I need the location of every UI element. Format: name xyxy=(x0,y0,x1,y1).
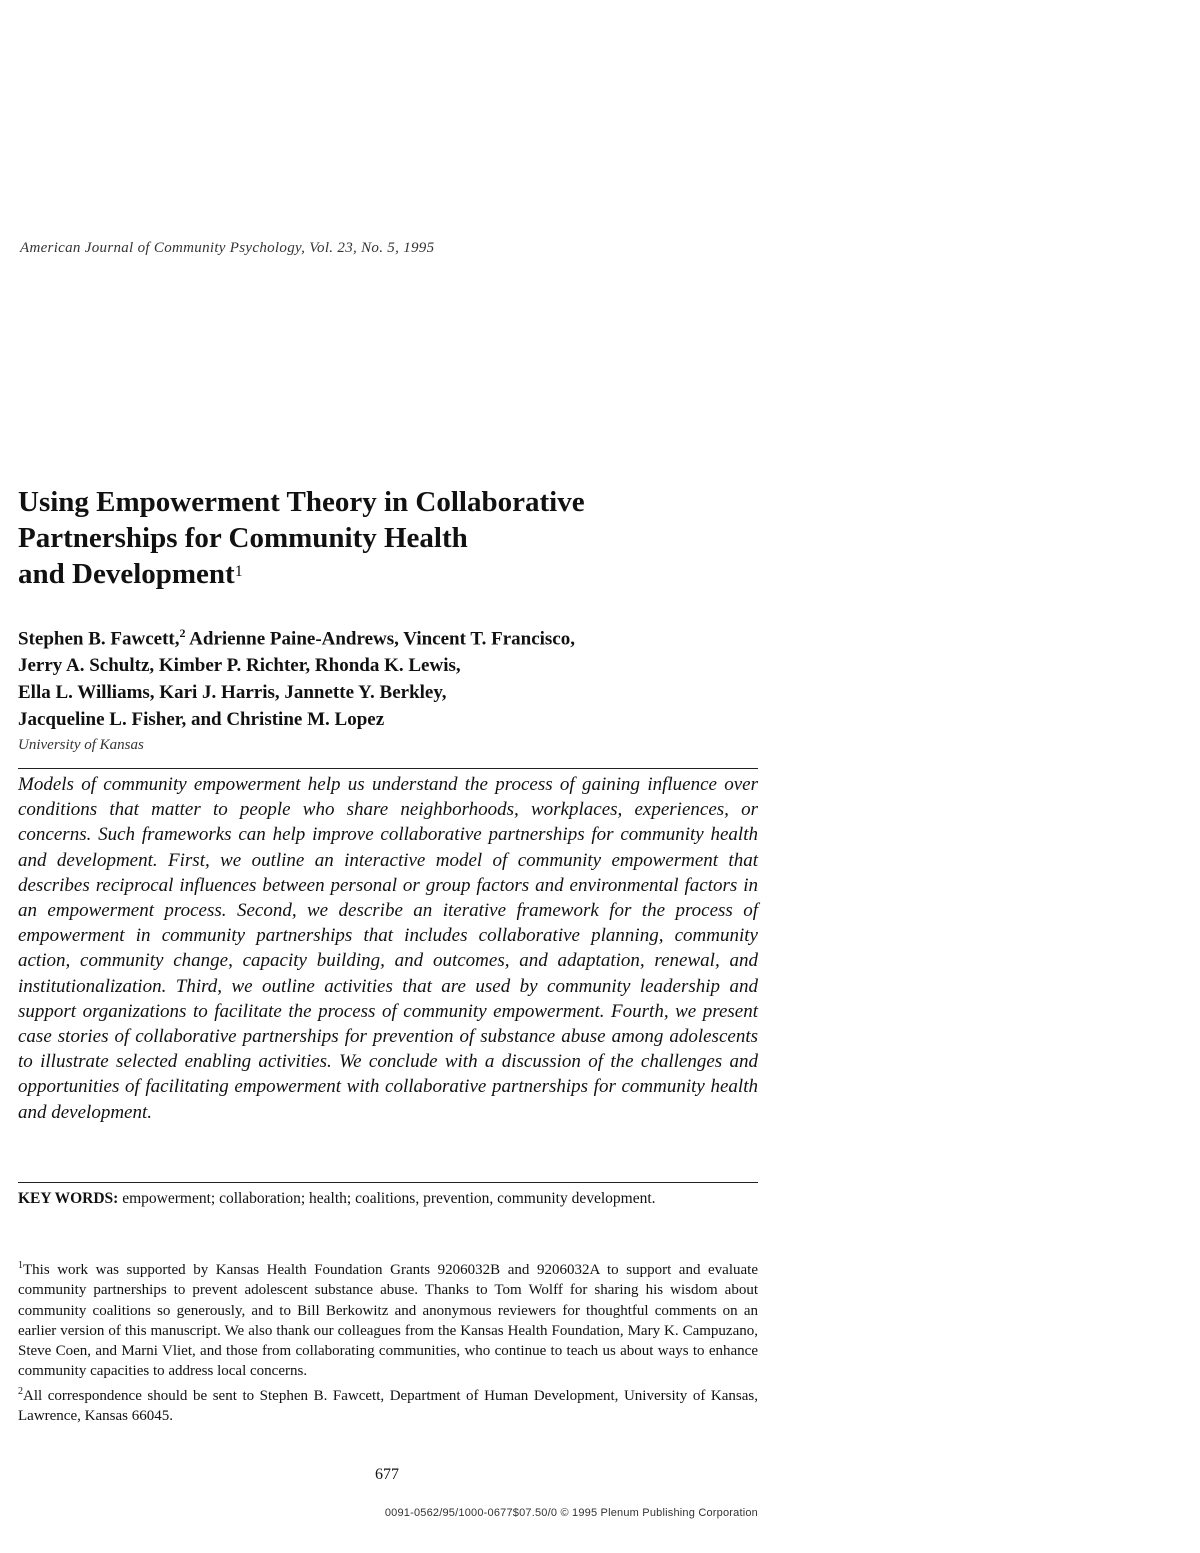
copyright-line: 0091-0562/95/1000-0677$07.50/0 © 1995 Plenum Publishing Corporation xyxy=(384,1507,758,1519)
author-line: Jerry A. Schultz, Kimber P. Richter, Rhonda K. Lewis, xyxy=(18,655,461,677)
author-footnote-mark[interactable]: 2 xyxy=(179,626,186,640)
abstract-bottom-rule xyxy=(18,1182,758,1183)
author-text: Stephen B. Fawcett, xyxy=(18,628,180,650)
article-title xyxy=(18,484,778,592)
footnote xyxy=(18,1256,758,1382)
author-line xyxy=(18,620,778,652)
keywords-label: KEY WORDS: xyxy=(18,1190,119,1207)
title-line: Using Empowerment Theory in Collaborative xyxy=(18,486,585,518)
abstract-top-rule xyxy=(18,768,758,769)
affiliation: University of Kansas xyxy=(18,737,144,753)
author-line: Jacqueline L. Fisher, and Christine M. Lopez xyxy=(18,709,385,731)
abstract: Models of community empowerment help us understand the process of gaining influence over conditions that matter to people who share neighborhoods, workplaces, experiences, or concerns. Such frameworks can help improve collaborative partnerships for community health and development. First, we outline an interactive model of community empowerment that describes reciprocal influences between personal or group factors and environmental factors in an empowerment process. Second, we describe an iterative framework for the process of empowerment in community partnerships that includes collaborative planning, community action, community change, capacity building, and outcomes, and adaptation, renewal, and institutionalization. Third, we outline activities that are used by community leadership and support organizations to facilitate the process of community empowerment. Fourth, we present case stories of collaborative partnerships for prevention of substance abuse among adolescents to illustrate selected enabling activities. We conclude with a discussion of the challenges and opportunities of facilitating empowerment with collaborative partnerships for community health and development. xyxy=(18,774,758,1123)
title-line xyxy=(18,556,778,592)
title-line-text: and Development xyxy=(18,558,235,590)
keywords-text: empowerment; collaboration; health; coalitions, prevention, community development. xyxy=(118,1190,656,1207)
footnote-text: All correspondence should be sent to Stephen B. Fawcett, Department of Human Development, University of Kansas, Lawrence, Kansas 66045. xyxy=(18,1387,758,1425)
journal-header: American Journal of Community Psychology, Vol. 23, No. 5, 1995 xyxy=(20,240,435,256)
footnote-mark: 1 xyxy=(18,1260,23,1271)
keywords xyxy=(18,1189,758,1209)
footnote-mark: 2 xyxy=(18,1385,23,1397)
author-text: Adrienne Paine-Andrews, Vincent T. Francisco, xyxy=(185,628,575,650)
author-list xyxy=(18,620,778,733)
footnote xyxy=(18,1382,758,1427)
title-line: Partnerships for Community Health xyxy=(18,522,468,554)
page-number: 677 xyxy=(375,1466,399,1483)
title-footnote-mark[interactable]: 1 xyxy=(234,563,243,580)
footnotes xyxy=(18,1256,758,1426)
author-line: Ella L. Williams, Kari J. Harris, Jannette Y. Berkley, xyxy=(18,682,447,704)
footnote-text: This work was supported by Kansas Health Foundation Grants 9206032B and 9206032A to support and evaluate community partnerships to prevent adolescent substance abuse. Thanks to Tom Wolff for sharing his wisdom about community coalitions so generously, and to Bill Berkowitz and anonymous reviewers for thoughtful comments on an earlier version of this manuscript. We also thank our colleagues from the Kansas Health Foundation, Mary K. Campuzano, Steve Coen, and Marni Vliet, and those from collaborating communities, who continue to teach us about ways to enhance community capacities to address local concerns. xyxy=(18,1262,758,1380)
